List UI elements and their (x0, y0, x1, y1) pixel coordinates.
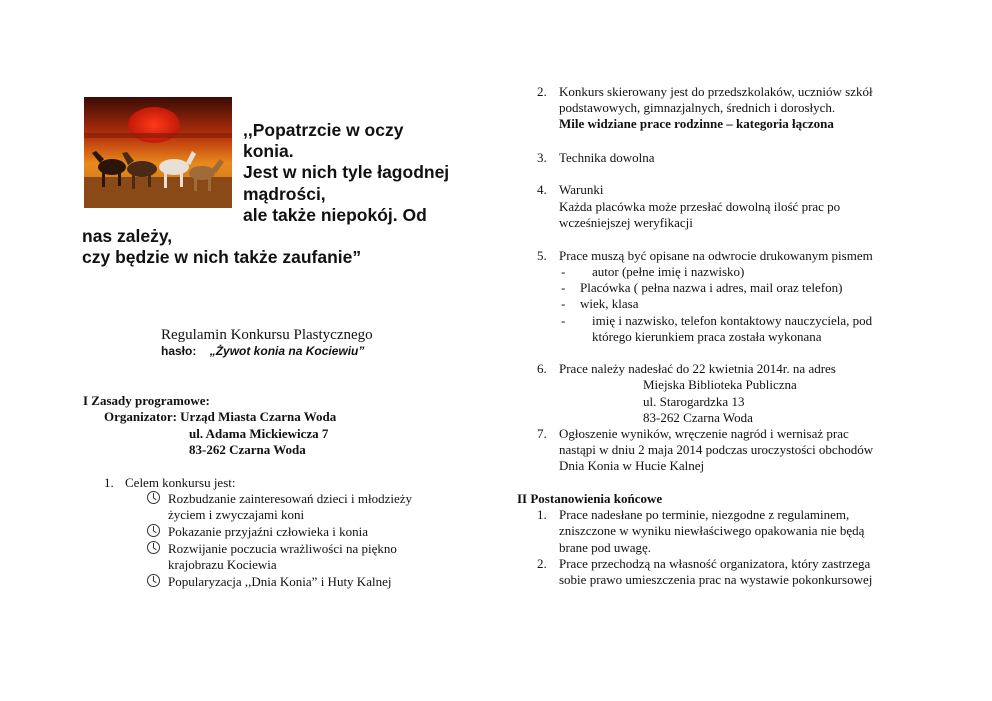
section-heading: II Postanowienia końcowe (517, 491, 663, 506)
item-label: Warunki (559, 182, 604, 197)
quote-line: czy będzie w nich także zaufanie” (82, 247, 362, 267)
horse-painting (84, 97, 232, 208)
item-text: brane pod uwagę. (559, 540, 652, 555)
item-text: Dnia Konia w Hucie Kalnej (559, 458, 705, 473)
quote-line: konia. (243, 141, 294, 161)
item-label: Celem konkursu jest: (125, 475, 236, 490)
dash: - (561, 296, 566, 311)
item-text: którego kierunkiem praca została wykonana (592, 329, 822, 344)
item-number: 4. (537, 182, 547, 197)
clock-bullet-icon (147, 541, 160, 554)
haslo (161, 344, 364, 358)
dash: - (561, 313, 566, 328)
organizator-city: 83-262 Czarna Woda (189, 442, 306, 457)
quote-line: ,,Popatrzcie w oczy (243, 120, 404, 140)
quote-line: nas zależy, (82, 226, 173, 246)
item-text: zniszczone w wyniku niewłaściwego opakowania nie będą (559, 523, 865, 538)
quote-line: Jest w nich tyle łagodnej (243, 162, 450, 182)
item-text-bold: Mile widziane prace rodzinne – kategoria łączona (559, 116, 834, 131)
item-text: sobie prawo umieszczenia prac na wystawie pokonkursowej (559, 572, 873, 587)
quote-line: ale także niepokój. Od (243, 205, 427, 225)
item-text: podstawowych, gimnazjalnych, średnich i dorosłych. (559, 100, 836, 115)
organizator-street: ul. Adama Mickiewicza 7 (189, 426, 329, 441)
address-line: ul. Starogardzka 13 (643, 394, 745, 409)
quote-line: mądrości, (243, 184, 326, 204)
dash: - (561, 264, 566, 279)
bullet-item: Rozbudzanie zainteresowań dzieci i młodzieży (147, 491, 412, 507)
haslo-value: „Żywot konia na Kociewiu” (209, 344, 365, 358)
address-line: Miejska Biblioteka Publiczna (643, 377, 797, 392)
item-text: Każda placówka może przesłać dowolną ilość prac po (559, 199, 841, 214)
item-number: 3. (537, 150, 547, 165)
clock-bullet-icon (147, 524, 160, 537)
bullet-item: Popularyzacja ,,Dnia Konia” i Huty Kalnej (147, 574, 391, 590)
address-line: 83-262 Czarna Woda (643, 410, 753, 425)
item-number: 6. (537, 361, 547, 376)
dash: - (561, 280, 566, 295)
organizator: Organizator: Urząd Miasta Czarna Woda (104, 409, 337, 424)
item-number: 2. (537, 84, 547, 99)
haslo-label: hasło: (161, 344, 197, 358)
item-number: 1. (537, 507, 547, 522)
bullet-item: Rozwijanie poczucia wrażliwości na piękno (147, 541, 397, 557)
item-text: Ogłoszenie wyników, wręczenie nagród i wernisaż prac (559, 426, 849, 441)
item-number: 1. (104, 475, 114, 490)
item-number: 7. (537, 426, 547, 441)
item-text: Technika dowolna (559, 150, 655, 165)
item-label: Prace należy nadesłać do 22 kwietnia 2014r. na adres (559, 361, 836, 376)
clock-bullet-icon (147, 574, 160, 587)
item-number: 5. (537, 248, 547, 263)
item-text: Prace przechodzą na własność organizatora, który zastrzega (559, 556, 871, 571)
bullet-continuation: krajobrazu Kociewia (168, 557, 277, 572)
item-label: Prace muszą być opisane na odwrocie drukowanym pismem (559, 248, 873, 263)
section-heading: I Zasady programowe: (83, 393, 210, 408)
item-text: Prace nadesłane po terminie, niezgodne z regulaminem, (559, 507, 850, 522)
clock-bullet-icon (147, 491, 160, 504)
item-text: autor (pełne imię i nazwisko) (592, 264, 745, 279)
bullet-continuation: życiem i zwyczajami koni (168, 507, 305, 522)
item-text: Placówka ( pełna nazwa i adres, mail oraz telefon) (580, 280, 843, 295)
item-text: nastąpi w dniu 2 maja 2014 podczas uroczystości obchodów (559, 442, 874, 457)
item-text: wiek, klasa (580, 296, 639, 311)
item-number: 2. (537, 556, 547, 571)
item-text: wcześniejszej weryfikacji (559, 215, 693, 230)
regulamin-title: Regulamin Konkursu Plastycznego (161, 327, 373, 343)
item-text: Konkurs skierowany jest do przedszkolaków, uczniów szkół (559, 84, 873, 99)
bullet-item: Pokazanie przyjaźni człowieka i konia (147, 524, 368, 540)
item-text: imię i nazwisko, telefon kontaktowy nauczyciela, pod (592, 313, 873, 328)
